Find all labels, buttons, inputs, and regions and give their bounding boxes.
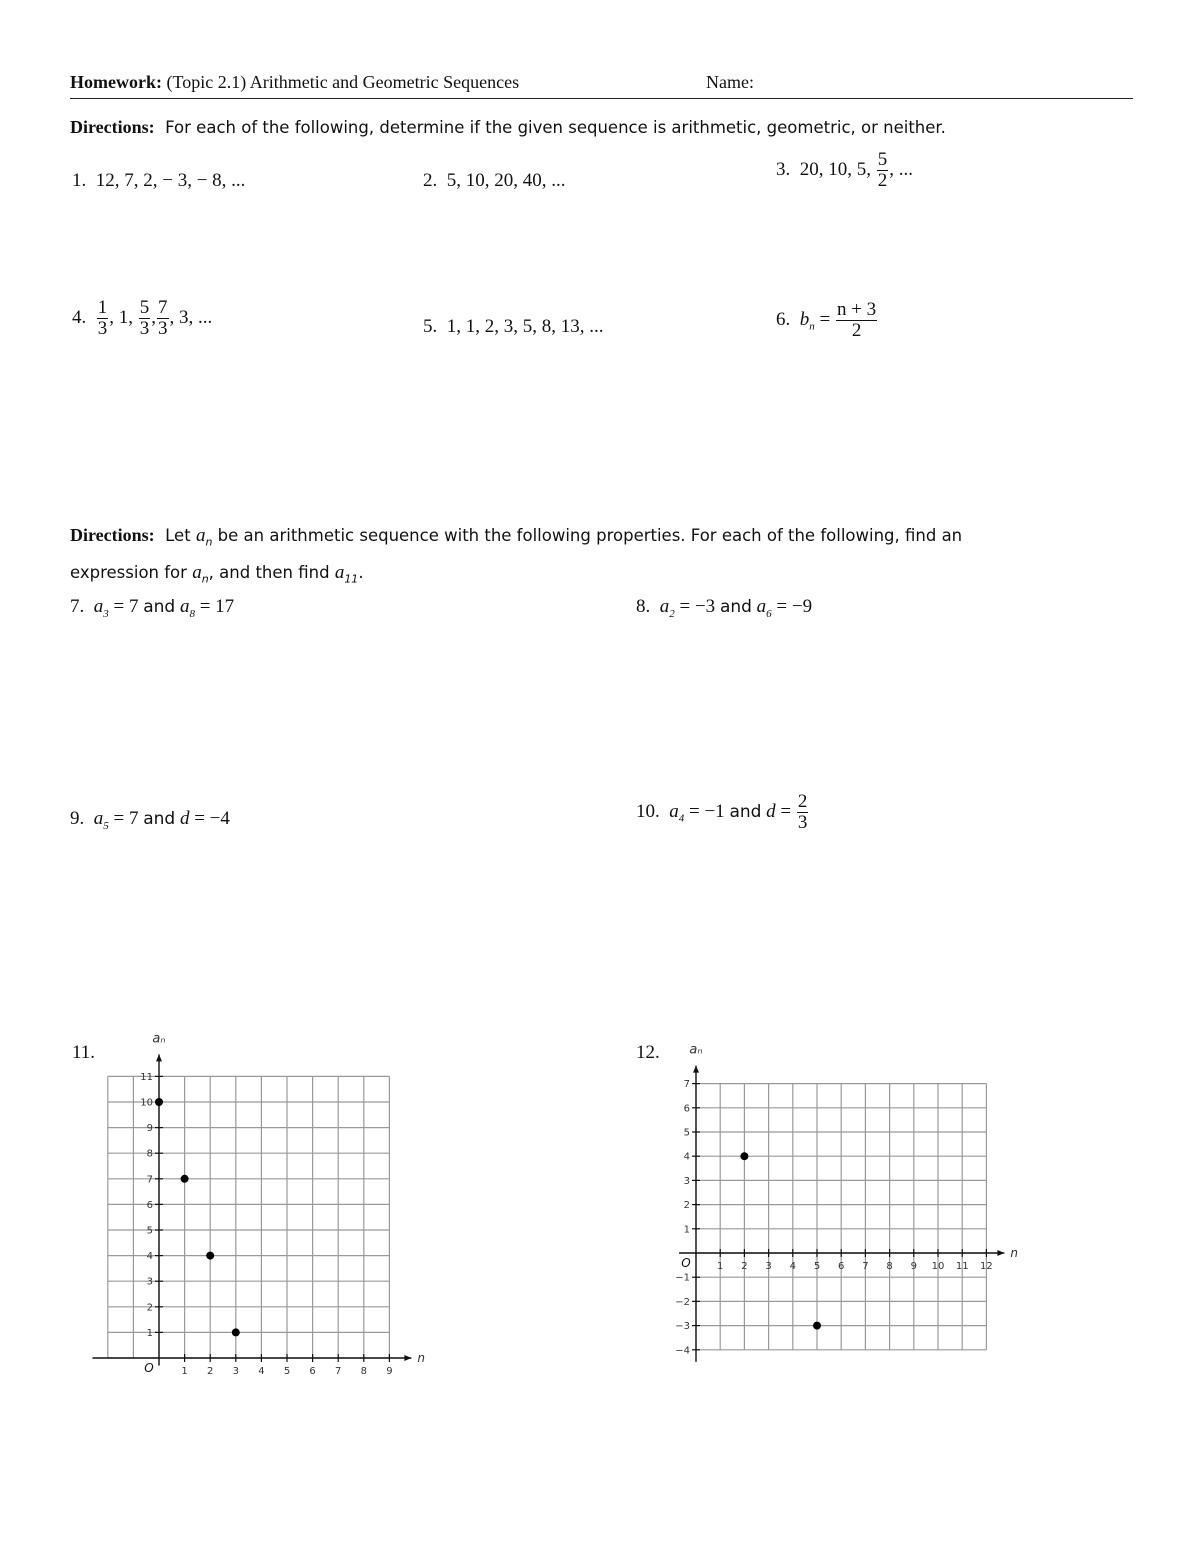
problem-11-number: 11. bbox=[72, 1042, 96, 1063]
y-tick-label: −1 bbox=[675, 1272, 690, 1284]
y-axis-label: aₙ bbox=[152, 1031, 166, 1047]
variable: b bbox=[799, 308, 810, 330]
data-point bbox=[181, 1175, 189, 1183]
problem-number: 7. bbox=[70, 596, 85, 617]
subscript: n bbox=[205, 535, 213, 549]
numerator: 5 bbox=[877, 149, 888, 170]
variable: a bbox=[334, 562, 345, 583]
x-tick-label: 11 bbox=[955, 1261, 969, 1272]
numerator: n + 3 bbox=[836, 299, 877, 320]
x-tick-label: 8 bbox=[886, 1261, 893, 1272]
x-tick-label: 1 bbox=[717, 1261, 724, 1272]
variable: d bbox=[766, 800, 776, 822]
homework-label: Homework: bbox=[70, 72, 162, 92]
problem-3 bbox=[776, 150, 913, 191]
denominator: 3 bbox=[139, 317, 150, 339]
origin-label: O bbox=[144, 1361, 154, 1375]
sequence-text: 5, 10, 20, 40, ... bbox=[446, 170, 566, 191]
x-axis-label: n bbox=[1010, 1246, 1019, 1260]
x-tick-label: 5 bbox=[283, 1366, 291, 1377]
x-tick-label: 2 bbox=[207, 1366, 214, 1377]
variable: a bbox=[669, 800, 679, 822]
problem-7 bbox=[70, 596, 234, 620]
data-point bbox=[232, 1328, 240, 1336]
worksheet-title bbox=[70, 72, 519, 93]
problem-2 bbox=[423, 170, 566, 192]
x-tick-label: 8 bbox=[360, 1366, 367, 1377]
y-tick-label: 2 bbox=[683, 1200, 690, 1212]
directions-1 bbox=[70, 117, 946, 138]
equation-part: = 17 bbox=[194, 596, 235, 617]
data-point bbox=[813, 1322, 821, 1330]
y-tick-label: 6 bbox=[683, 1103, 690, 1115]
subscript: 3 bbox=[103, 607, 109, 620]
denominator: 3 bbox=[797, 811, 808, 833]
x-tick-label: 5 bbox=[813, 1261, 821, 1272]
x-tick-label: 9 bbox=[910, 1261, 917, 1272]
denominator: 3 bbox=[97, 317, 108, 339]
and-text: and bbox=[143, 597, 176, 617]
directions-2-line2 bbox=[70, 562, 364, 585]
equation-part: = −9 bbox=[771, 596, 813, 617]
y-tick-label: 3 bbox=[146, 1276, 153, 1288]
and-text: and bbox=[143, 809, 176, 829]
x-tick-label: 7 bbox=[862, 1261, 869, 1272]
x-axis-label: n bbox=[417, 1351, 426, 1365]
equals: = bbox=[814, 308, 835, 330]
y-tick-label: 3 bbox=[683, 1175, 690, 1187]
numerator: 2 bbox=[797, 791, 808, 812]
x-tick-label: 7 bbox=[335, 1366, 342, 1377]
subscript: 5 bbox=[103, 819, 109, 832]
y-tick-label: 7 bbox=[146, 1174, 153, 1186]
topic-title: (Topic 2.1) Arithmetic and Geometric Sequences bbox=[166, 72, 520, 92]
equation-part: = −4 bbox=[189, 808, 230, 829]
variable: a bbox=[179, 596, 190, 617]
problem-5 bbox=[423, 316, 604, 338]
directions-label: Directions: bbox=[70, 525, 155, 545]
x-tick-label: 1 bbox=[181, 1366, 188, 1377]
numerator: 1 bbox=[97, 297, 108, 318]
x-tick-label: 4 bbox=[789, 1261, 796, 1272]
variable: a bbox=[756, 596, 767, 617]
directions-2 bbox=[70, 525, 962, 548]
denominator: 2 bbox=[877, 169, 888, 191]
subscript: 2 bbox=[669, 607, 675, 620]
problem-number: 3. bbox=[776, 158, 791, 180]
y-axis-label: aₙ bbox=[689, 1042, 703, 1058]
directions-text: For each of the following, determine if the given sequence is arithmetic, geometric, or neither. bbox=[165, 118, 946, 137]
numerator: 7 bbox=[158, 297, 168, 318]
x-tick-label: 10 bbox=[931, 1261, 945, 1272]
subscript: 11 bbox=[344, 572, 359, 586]
variable: d bbox=[179, 808, 190, 829]
y-axis-arrow bbox=[693, 1066, 699, 1073]
y-tick-label: 10 bbox=[140, 1097, 153, 1109]
y-tick-label: 6 bbox=[146, 1199, 153, 1211]
x-tick-label: 2 bbox=[741, 1261, 748, 1272]
directions-text: Let bbox=[165, 526, 191, 545]
problem-number: 9. bbox=[70, 808, 85, 829]
variable: a bbox=[195, 525, 206, 546]
y-tick-label: 1 bbox=[146, 1327, 153, 1339]
y-tick-label: −4 bbox=[675, 1345, 690, 1357]
equation-part: = −3 bbox=[674, 596, 720, 617]
equation-part: = bbox=[775, 800, 796, 822]
graph-12 bbox=[660, 1040, 1040, 1370]
fraction bbox=[797, 792, 809, 833]
and-text: and bbox=[729, 801, 762, 822]
equation-part: = −1 bbox=[684, 800, 730, 822]
header-divider bbox=[70, 98, 1133, 99]
x-tick-label: 12 bbox=[980, 1261, 993, 1272]
y-tick-label: −3 bbox=[675, 1321, 690, 1333]
problem-number: 5. bbox=[423, 316, 438, 337]
fraction bbox=[139, 298, 151, 339]
y-tick-label: 4 bbox=[146, 1251, 153, 1263]
problem-number: 6. bbox=[776, 308, 791, 330]
name-label: Name: bbox=[706, 72, 754, 92]
problem-8 bbox=[636, 596, 812, 620]
x-axis-arrow bbox=[404, 1355, 411, 1361]
problem-10 bbox=[636, 792, 809, 833]
variable: a bbox=[93, 596, 104, 617]
denominator: 2 bbox=[851, 319, 862, 341]
problem-4: 4. $\frac{1}{3}$ , 1, $\frac{5}{3}$ , $\frac{7}{3}$ , 3, ... bbox=[72, 297, 213, 339]
x-axis-arrow bbox=[997, 1250, 1004, 1256]
x-tick-label: 6 bbox=[309, 1366, 316, 1377]
fraction bbox=[877, 150, 889, 191]
y-axis-arrow bbox=[156, 1054, 162, 1061]
subscript: 4 bbox=[678, 812, 685, 825]
sequence-text: 12, 7, 2, − 3, − 8, ... bbox=[95, 170, 246, 191]
x-tick-label: 6 bbox=[838, 1261, 845, 1272]
directions-text: . bbox=[358, 563, 364, 582]
problem-number: 1. bbox=[72, 170, 87, 191]
fraction bbox=[97, 298, 109, 339]
denominator: 3 bbox=[158, 317, 168, 339]
data-point bbox=[155, 1098, 163, 1106]
y-tick-label: 8 bbox=[146, 1148, 153, 1160]
y-tick-label: 11 bbox=[140, 1071, 153, 1083]
data-point bbox=[740, 1152, 748, 1160]
problem-number: 4. bbox=[72, 306, 87, 328]
subscript: n bbox=[201, 572, 209, 586]
variable: a bbox=[93, 808, 104, 829]
origin-label: O bbox=[681, 1256, 691, 1270]
fraction bbox=[836, 300, 877, 341]
directions-text: , and then find bbox=[208, 563, 330, 582]
x-tick-label: 9 bbox=[386, 1366, 393, 1377]
y-tick-label: 5 bbox=[146, 1225, 153, 1237]
sequence-text: 1, 1, 2, 3, 5, 8, 13, ... bbox=[446, 316, 604, 337]
problem-number: 10. bbox=[636, 800, 660, 822]
fraction bbox=[157, 298, 169, 339]
subscript: 6 bbox=[766, 607, 772, 620]
numerator: 5 bbox=[139, 297, 150, 318]
subscript: n bbox=[809, 320, 815, 333]
y-tick-label: 5 bbox=[683, 1127, 690, 1139]
y-tick-label: 2 bbox=[146, 1302, 153, 1314]
data-point bbox=[206, 1252, 214, 1260]
problem-number: 2. bbox=[423, 170, 438, 191]
sequence-tail: , ... bbox=[889, 158, 913, 180]
and-text: and bbox=[719, 597, 752, 617]
problem-9 bbox=[70, 808, 230, 832]
directions-text: expression for bbox=[70, 563, 187, 582]
x-tick-label: 3 bbox=[765, 1261, 772, 1272]
problem-number: 8. bbox=[636, 596, 651, 617]
variable: a bbox=[192, 562, 202, 583]
problem-12-number: 12. bbox=[636, 1042, 660, 1063]
y-tick-label: 7 bbox=[683, 1079, 690, 1091]
directions-text: be an arithmetic sequence with the following properties. For each of the following, find an bbox=[217, 526, 963, 545]
x-tick-label: 3 bbox=[232, 1366, 239, 1377]
sequence-text: , 1, bbox=[109, 306, 133, 328]
variable: a bbox=[659, 596, 670, 617]
subscript: 8 bbox=[189, 607, 195, 620]
problem-1 bbox=[72, 170, 245, 192]
graph-11 bbox=[80, 1030, 440, 1390]
y-tick-label: −2 bbox=[675, 1296, 690, 1308]
y-tick-label: 1 bbox=[683, 1224, 690, 1236]
problem-6 bbox=[776, 300, 878, 341]
sequence-text: 20, 10, 5, bbox=[799, 158, 871, 180]
sequence-tail: , 3, ... bbox=[169, 306, 213, 328]
y-tick-label: 4 bbox=[683, 1151, 690, 1163]
directions-label: Directions: bbox=[70, 117, 155, 137]
equation-part: = 7 bbox=[108, 596, 144, 617]
equation-part: = 7 bbox=[108, 808, 144, 829]
x-tick-label: 4 bbox=[258, 1366, 265, 1377]
y-tick-label: 9 bbox=[146, 1123, 153, 1135]
